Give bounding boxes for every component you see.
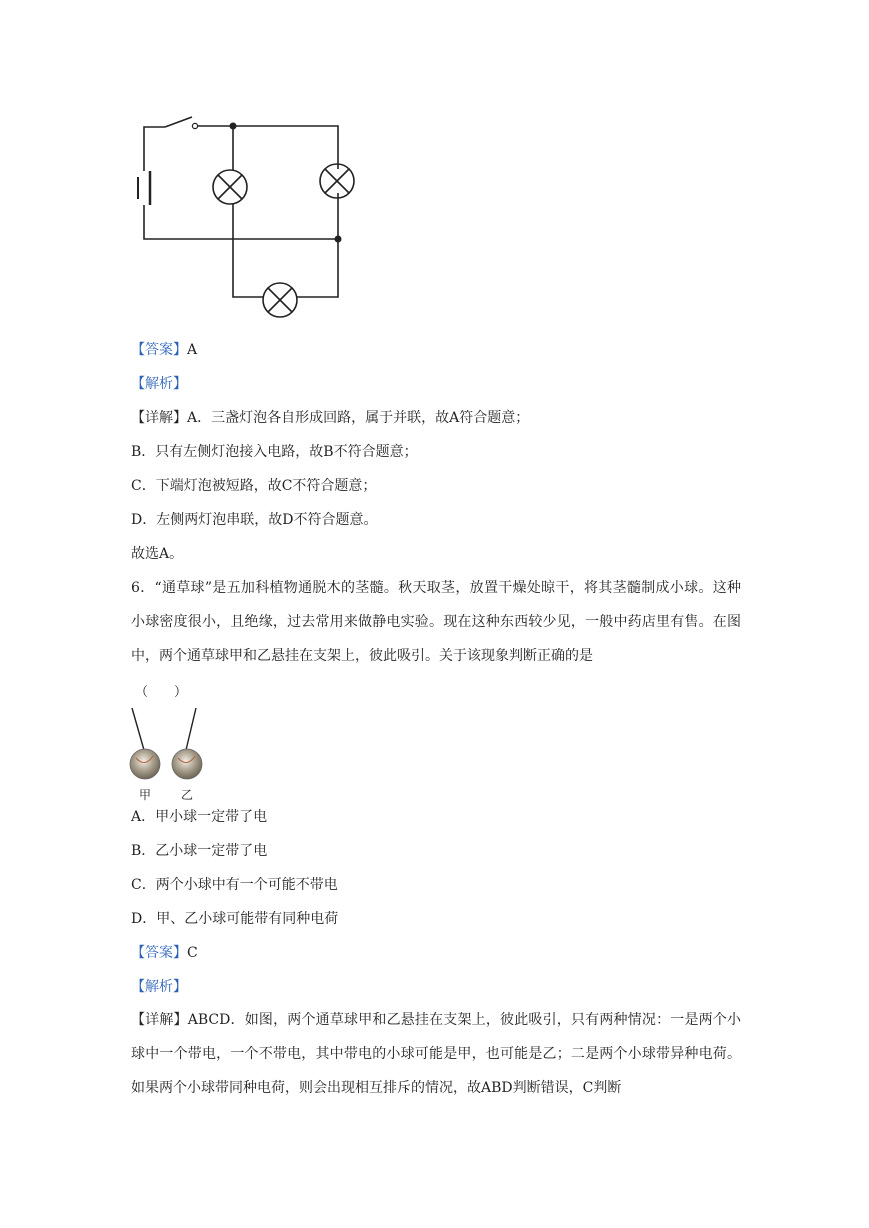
detail-text: ABCD．如图，两个通草球甲和乙悬挂在支架上，彼此吸引，只有两种情况：一是两个小球中一个带电，一个不带电，其中带电的小球可能是甲，也可能是乙；二是两个小球带异种电荷。如果两个小球带同种电荷，则会出现相互排斥的情况，故ABD判断错误，C判断 — [131, 1012, 742, 1096]
q6-option-d: D．甲、乙小球可能带有同种电荷 — [131, 911, 339, 927]
q5-answer — [131, 341, 197, 359]
q5-detail-line-d: D．左侧两灯泡串联，故D不符合题意。 — [131, 512, 378, 528]
q6-option-c: C．两个小球中有一个可能不带电 — [131, 877, 338, 893]
q6-option-a: A．甲小球一定带了电 — [131, 809, 268, 825]
q6-detail — [131, 1003, 741, 1105]
q5-analysis-heading — [131, 375, 187, 393]
q5-detail-line-a — [131, 409, 529, 427]
analysis-tag: 【解析】 — [131, 376, 187, 392]
ball-label-jia: 甲 — [139, 788, 152, 802]
detail-text: A．三盏灯泡各自形成回路，属于并联，故A符合题意； — [187, 410, 530, 426]
pith-balls-figure — [128, 706, 208, 782]
answer-tag: 【答案】 — [131, 342, 187, 358]
q6-option-b: B．乙小球一定带了电 — [131, 843, 268, 859]
q6-answer — [131, 944, 198, 962]
answer-value: A — [187, 342, 198, 358]
circuit-diagram — [130, 115, 360, 325]
answer-value: C — [187, 945, 198, 961]
detail-tag: 【详解】 — [131, 1012, 188, 1028]
q6-stem: 6．“通草球”是五加科植物通脱木的茎髓。秋天取茎，放置干燥处晾干，将其茎髓制成小球。这种小球密度很小，且绝缘，过去常用来做静电实验。现在这种东西较少见，一般中药店里有售。在图中，两个通草球甲和乙悬挂在支架上，彼此吸引。关于该现象判断正确的是 — [131, 580, 741, 664]
q5-detail-line-b: B．只有左侧灯泡接入电路，故B不符合题意； — [131, 444, 418, 460]
ball-label-yi: 乙 — [181, 788, 194, 802]
answer-tag: 【答案】 — [131, 945, 187, 961]
q6-bracket: （ ） — [135, 685, 188, 700]
q6-analysis-heading — [131, 978, 187, 996]
q5-conclusion: 故选A。 — [131, 546, 184, 562]
analysis-tag: 【解析】 — [131, 979, 187, 995]
detail-tag: 【详解】 — [131, 410, 187, 426]
q5-detail-line-c: C．下端灯泡被短路，故C不符合题意； — [131, 478, 377, 494]
